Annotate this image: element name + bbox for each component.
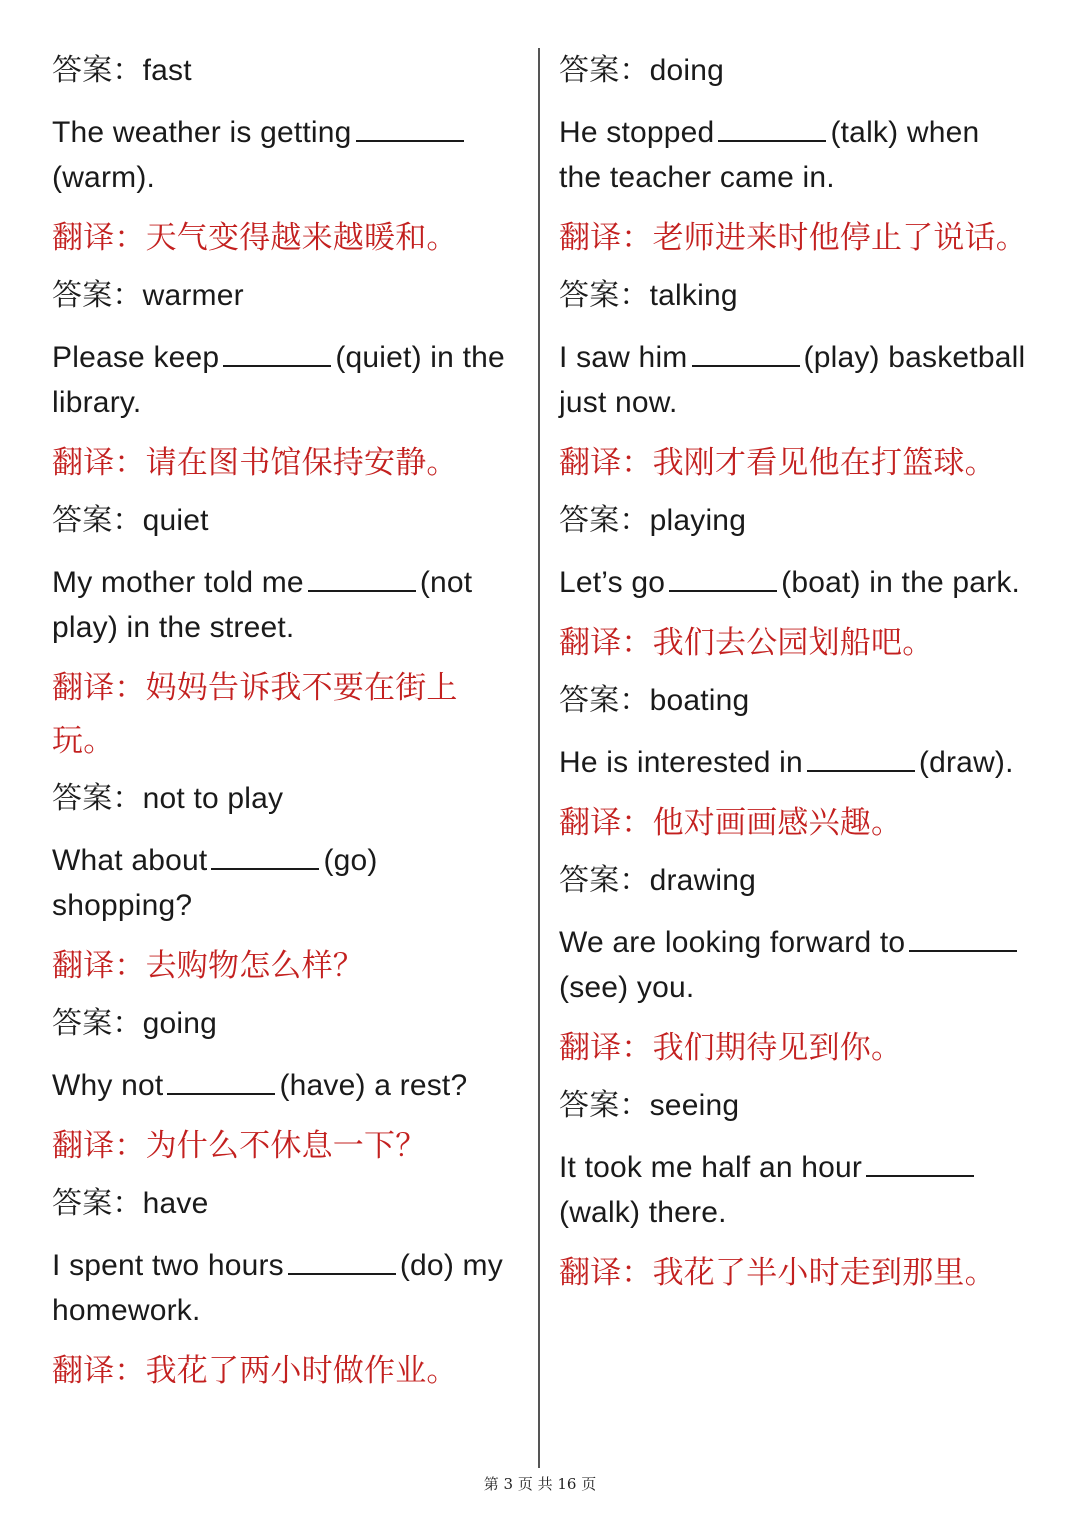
left-column xyxy=(52,48,512,1406)
question-text-before: The weather is getting xyxy=(52,116,352,149)
translation-text: 我们去公园划船吧。 xyxy=(652,625,934,660)
translation-line xyxy=(559,1246,1029,1299)
answer-text: playing xyxy=(649,504,747,537)
answer-blank xyxy=(308,564,416,592)
answer-text: quiet xyxy=(142,504,209,537)
question-line xyxy=(559,110,1029,200)
translation-label: 翻译： xyxy=(559,220,653,255)
question-text-after: (have) a rest? xyxy=(279,1069,468,1102)
question-text-after: (play) basketball just now. xyxy=(559,341,1026,419)
translation-text: 去购物怎么样？ xyxy=(145,948,365,983)
question-text-after: (draw). xyxy=(918,746,1014,779)
answer-label: 答案： xyxy=(52,1007,143,1040)
answer-blank xyxy=(288,1247,396,1275)
answer-text: drawing xyxy=(649,864,757,897)
page-footer: 第 3 页 共 16 页 xyxy=(483,1475,597,1493)
translation-text: 妈妈告诉我不要在街上玩。 xyxy=(52,670,458,758)
answer-text: not to play xyxy=(142,782,284,815)
right-column xyxy=(559,48,1029,1308)
question-text-before: He stopped xyxy=(559,116,715,149)
answer-blank xyxy=(692,339,800,367)
question-line xyxy=(52,1243,512,1333)
answer-line xyxy=(559,48,1029,93)
answer-label: 答案： xyxy=(52,1187,143,1220)
answer-blank xyxy=(211,842,319,870)
question-text-after: (talk) when the teacher came in. xyxy=(559,116,980,194)
translation-label: 翻译： xyxy=(52,670,146,705)
translation-text: 我花了两小时做作业。 xyxy=(145,1353,458,1388)
question-line xyxy=(52,560,512,650)
question-line xyxy=(559,1145,1029,1235)
answer-line xyxy=(559,273,1029,318)
translation-label: 翻译： xyxy=(559,805,653,840)
question-text-before: What about xyxy=(52,844,208,877)
answer-line xyxy=(559,678,1029,723)
question-text-before: Please keep xyxy=(52,341,220,374)
translation-line xyxy=(52,661,512,767)
translation-line xyxy=(559,616,1029,669)
answer-text: have xyxy=(142,1187,209,1220)
question-text-before: He is interested in xyxy=(559,746,803,779)
answer-line xyxy=(52,776,512,821)
answer-line xyxy=(52,1181,512,1226)
answer-label: 答案： xyxy=(559,504,650,537)
answer-label: 答案： xyxy=(559,864,650,897)
question-line xyxy=(52,1063,512,1108)
translation-text: 我花了半小时走到那里。 xyxy=(652,1255,996,1290)
translation-label: 翻译： xyxy=(52,220,146,255)
answer-label: 答案： xyxy=(52,782,143,815)
answer-blank xyxy=(866,1149,974,1177)
column-divider xyxy=(538,48,540,1468)
question-text-before: Let’s go xyxy=(559,566,666,599)
translation-text: 我们期待见到你。 xyxy=(652,1030,903,1065)
translation-line xyxy=(559,1021,1029,1074)
answer-blank xyxy=(167,1067,275,1095)
answer-line xyxy=(559,858,1029,903)
question-text-after: (not play) in the street. xyxy=(52,566,473,644)
answer-text: doing xyxy=(649,54,725,87)
question-line xyxy=(52,110,512,200)
answer-blank xyxy=(669,564,777,592)
question-line xyxy=(52,335,512,425)
answer-text: warmer xyxy=(142,279,244,312)
translation-label: 翻译： xyxy=(52,445,146,480)
answer-blank xyxy=(718,114,826,142)
translation-line xyxy=(559,796,1029,849)
answer-label: 答案： xyxy=(559,279,650,312)
answer-line xyxy=(52,48,512,93)
question-line xyxy=(559,560,1029,605)
translation-text: 请在图书馆保持安静。 xyxy=(145,445,458,480)
translation-text: 天气变得越来越暖和。 xyxy=(145,220,458,255)
answer-text: going xyxy=(142,1007,218,1040)
translation-label: 翻译： xyxy=(559,1255,653,1290)
question-text-before: I spent two hours xyxy=(52,1249,284,1282)
answer-blank xyxy=(356,114,464,142)
question-text-after: (quiet) in the library. xyxy=(52,341,505,419)
question-text-after: (go) shopping? xyxy=(52,844,378,922)
answer-line xyxy=(559,1083,1029,1128)
answer-line xyxy=(52,1001,512,1046)
translation-text: 老师进来时他停止了说话。 xyxy=(652,220,1028,255)
answer-line xyxy=(559,498,1029,543)
question-text-after: (do) my homework. xyxy=(52,1249,503,1327)
answer-line xyxy=(52,498,512,543)
question-text-after: (walk) there. xyxy=(559,1196,727,1229)
answer-text: seeing xyxy=(649,1089,740,1122)
question-text-before: We are looking forward to xyxy=(559,926,906,959)
translation-text: 我刚才看见他在打篮球。 xyxy=(652,445,996,480)
question-text-after: (boat) in the park. xyxy=(781,566,1021,599)
question-line xyxy=(559,920,1029,1010)
question-text-before: Why not xyxy=(52,1069,164,1102)
answer-blank xyxy=(909,924,1017,952)
question-text-after: (warm). xyxy=(52,161,156,194)
answer-blank xyxy=(807,744,915,772)
translation-text: 他对画画感兴趣。 xyxy=(652,805,903,840)
translation-text: 为什么不休息一下？ xyxy=(145,1128,427,1163)
question-line xyxy=(559,740,1029,785)
translation-line xyxy=(52,436,512,489)
translation-label: 翻译： xyxy=(559,1030,653,1065)
question-text-before: My mother told me xyxy=(52,566,304,599)
translation-label: 翻译： xyxy=(52,1353,146,1388)
answer-label: 答案： xyxy=(559,54,650,87)
translation-label: 翻译： xyxy=(52,948,146,983)
translation-line xyxy=(559,211,1029,264)
answer-text: fast xyxy=(142,54,192,87)
translation-line xyxy=(52,939,512,992)
question-text-before: I saw him xyxy=(559,341,688,374)
translation-line xyxy=(52,1344,512,1397)
translation-line xyxy=(52,211,512,264)
question-text-before: It took me half an hour xyxy=(559,1151,863,1184)
answer-label: 答案： xyxy=(52,504,143,537)
translation-line xyxy=(52,1119,512,1172)
answer-blank xyxy=(223,339,331,367)
answer-text: boating xyxy=(649,684,750,717)
translation-label: 翻译： xyxy=(52,1128,146,1163)
question-line xyxy=(559,335,1029,425)
question-text-after: (see) you. xyxy=(559,971,695,1004)
translation-line xyxy=(559,436,1029,489)
answer-text: talking xyxy=(649,279,738,312)
answer-label: 答案： xyxy=(559,1089,650,1122)
answer-label: 答案： xyxy=(52,54,143,87)
answer-label: 答案： xyxy=(559,684,650,717)
answer-label: 答案： xyxy=(52,279,143,312)
translation-label: 翻译： xyxy=(559,445,653,480)
translation-label: 翻译： xyxy=(559,625,653,660)
question-line xyxy=(52,838,512,928)
answer-line xyxy=(52,273,512,318)
